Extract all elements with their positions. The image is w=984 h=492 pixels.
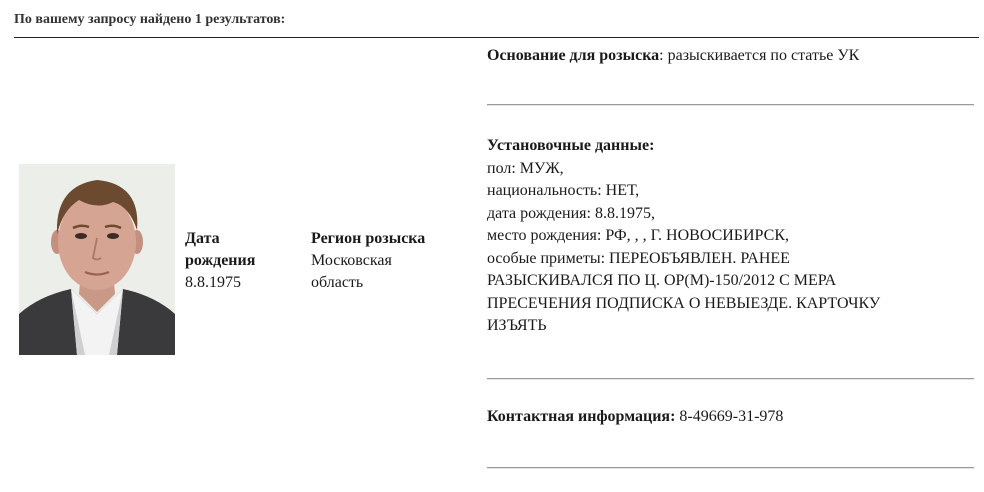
- info-line: РАЗЫСКИВАЛСЯ ПО Ц. ОР(М)-150/2012 С МЕРА: [487, 272, 837, 289]
- info-line: ПРЕСЕЧЕНИЯ ПОДПИСКА О НЕВЫЕЗДЕ. КАРТОЧКУ: [487, 294, 881, 312]
- contact-info-label: Контактная информация:: [487, 408, 676, 425]
- info-line: дата рождения: 8.8.1975,: [487, 204, 655, 222]
- birth-date-value: 8.8.1975: [185, 274, 241, 291]
- search-region-label: Регион розыска: [311, 230, 426, 247]
- info-line: ИЗЪЯТЬ: [487, 317, 547, 334]
- info-line: место рождения: РФ, , , Г. НОВОСИБИРСК,: [487, 227, 789, 244]
- search-region-value-line1: Московская: [311, 252, 392, 269]
- section-divider: [487, 104, 974, 106]
- identification-data: [487, 135, 977, 338]
- contact-phone: 8-49669-31-978: [675, 408, 784, 425]
- results-count: По вашему запросу найдено 1 результатов:: [14, 12, 286, 27]
- birth-date-label-line1: Дата: [185, 230, 220, 247]
- search-basis: [487, 45, 977, 68]
- header-divider: [14, 37, 979, 38]
- info-line: национальность: НЕТ,: [487, 182, 640, 199]
- identification-data-label: Установочные данные:: [487, 137, 655, 154]
- section-divider: [487, 378, 974, 380]
- info-line: особые приметы: ПЕРЕОБЪЯВЛЕН. РАНЕЕ: [487, 249, 790, 267]
- search-basis-label: Основание для розыска: [487, 47, 660, 64]
- search-region-column: [311, 228, 425, 294]
- birth-date-label-line2: рождения: [185, 252, 256, 269]
- person-photo: [19, 164, 175, 355]
- search-region-value-line2: область: [311, 274, 364, 291]
- search-basis-value: : разыскивается по статье УК: [659, 47, 860, 64]
- contact-info: [487, 406, 977, 429]
- info-line: пол: МУЖ,: [487, 159, 564, 177]
- birth-date-column: [185, 228, 255, 294]
- section-divider: [487, 467, 974, 469]
